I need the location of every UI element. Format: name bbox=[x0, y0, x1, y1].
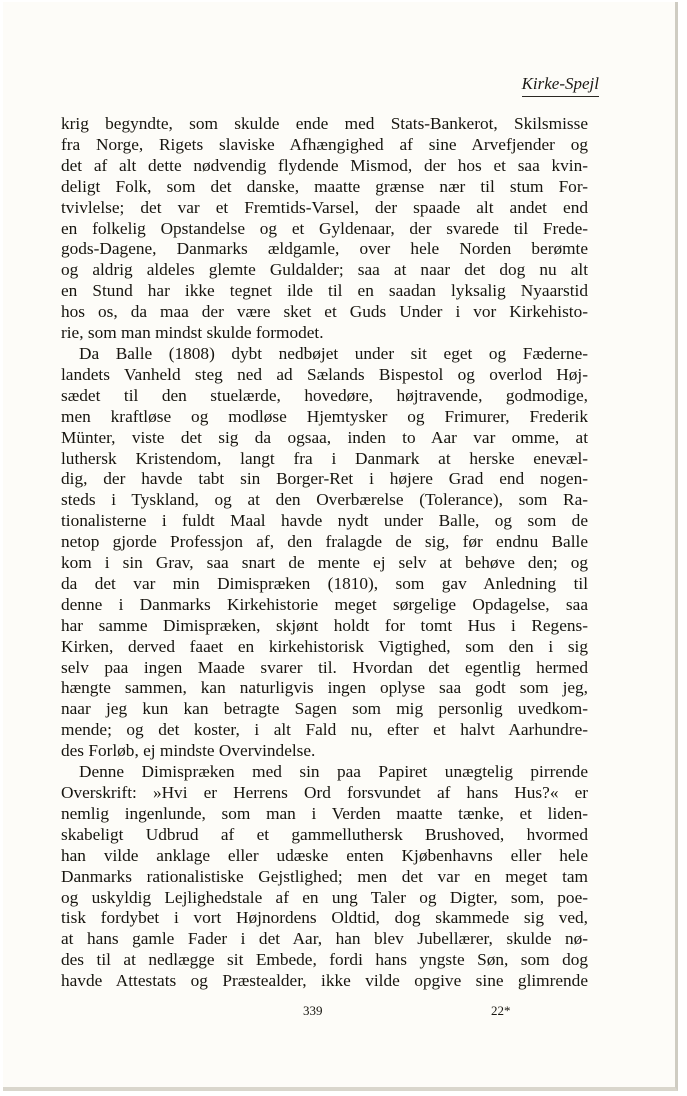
text-line: steds i Tyskland, og at den Overbærelse (Tolerance), som Ra- bbox=[61, 490, 588, 510]
text-line: selv paa ingen Maade svarer til. Hvordan det egentlig hermed bbox=[61, 657, 588, 677]
text-line: og uskyldig Lejlighedstale af en ung Taler og Digter, som, poe- bbox=[61, 887, 588, 907]
text-line: han vilde anklage eller udæske enten Kjøbenhavns eller hele bbox=[61, 845, 588, 865]
text-line: Kirken, derved faaet en kirkehistorisk Vigtighed, som den i sig bbox=[61, 636, 588, 656]
signature-mark: 22* bbox=[491, 1003, 511, 1018]
text-line: at hans gamle Fader i det Aar, han blev Jubellærer, skulde nø- bbox=[61, 929, 588, 949]
text-line: Da Balle (1808) dybt nedbøjet under sit eget og Fæderne- bbox=[79, 343, 588, 363]
text-line: denne i Danmarks Kirkehistorie meget sørgelige Opdagelse, saa bbox=[61, 594, 588, 614]
text-line: det af alt dette nødvendig flydende Mismod, der hos et saa kvin- bbox=[61, 155, 588, 175]
text-line: deligt Folk, som det danske, maatte grænse nær til stum For- bbox=[61, 176, 588, 196]
text-line: Denne Dimispræken med sin paa Papiret unægtelig pirrende bbox=[79, 762, 588, 782]
running-head: Kirke-Spejl bbox=[522, 74, 599, 97]
text-line: dig, der havde tabt sin Borger-Ret i højere Grad end nogen- bbox=[61, 469, 588, 489]
text-line: men kraftløse og modløse Hjemtysker og Frimurer, Frederik bbox=[61, 406, 588, 426]
text-line: des til at nedlægge sit Embede, fordi hans yngste Søn, som dog bbox=[61, 950, 588, 970]
text-line: hos os, da maa der være sket et Guds Under i vor Kirkehisto- bbox=[61, 302, 588, 322]
text-line: des Forløb, ej mindste Overvindelse. bbox=[61, 741, 316, 761]
text-line: en Stund har ikke tegnet ilde til en saadan lyksalig Nyaarstid bbox=[61, 281, 588, 301]
page-number: 339 bbox=[303, 1003, 323, 1018]
text-line: sædet til den stuelærde, hovedøre, højtravende, godmodige, bbox=[61, 385, 588, 405]
text-line: skabeligt Udbrud af et gammelluthersk Brushoved, hvormed bbox=[61, 824, 588, 844]
text-line: Overskrift: »Hvi er Herrens Ord forsvundet af hans Hus?« er bbox=[61, 783, 588, 802]
text-line: da det var min Dimispræken (1810), som gav Anledning til bbox=[61, 573, 588, 593]
text-line: luthersk Kristendom, langt fra i Danmark at herske enevæl- bbox=[61, 448, 588, 468]
text-line: har samme Dimispræken, skjønt holdt for tomt Hus i Regens- bbox=[61, 615, 588, 635]
text-line: nemlig ingenlunde, som man i Verden maatte tænke, et liden- bbox=[61, 803, 588, 823]
text-line: og aldrig aldeles glemte Guldalder; saa at naar det dog nu alt bbox=[61, 260, 588, 280]
text-line: landets Vanheld steg ned ad Sælands Bispestol og overlod Høj- bbox=[61, 364, 588, 384]
text-line: tisk fordybet i vort Højnordens Oldtid, dog skammede sig ved, bbox=[61, 908, 588, 928]
text-line: Münter, viste det sig da ogsaa, inden to Aar var omme, at bbox=[61, 427, 588, 447]
text-line: tionalisterne i fuldt Maal havde nydt under Balle, og som de bbox=[61, 511, 588, 531]
text-line: en folkelig Opstandelse og et Gyldenaar, der svarede til Frede- bbox=[61, 218, 588, 238]
text-line: havde Attestats og Præstealder, ikke vilde opgive sine glimrende bbox=[61, 971, 588, 991]
text-line: kom i sin Grav, saa snart de mente ej selv at behøve den; og bbox=[61, 553, 588, 573]
text-line: krig begyndte, som skulde ende med Stats-Bankerot, Skilsmisse bbox=[61, 114, 588, 133]
text-line: netop gjorde Professjon af, den fralagde de sig, før endnu Balle bbox=[61, 532, 588, 552]
text-line: tvivlelse; det var et Fremtids-Varsel, der spaade alt andet end bbox=[61, 197, 588, 217]
text-line: gods-Dagene, Danmarks ældgamle, over hele Norden berømte bbox=[61, 239, 588, 259]
text-line: naar jeg kun kan betragte Sagen som mig personlig uvedkom- bbox=[61, 699, 588, 719]
text-line: rie, som man mindst skulde formodet. bbox=[61, 323, 324, 343]
text-line: mende; og det koster, i alt Fald nu, efter et halvt Aarhundre- bbox=[61, 720, 588, 740]
body-text bbox=[61, 114, 588, 992]
text-line: hængte sammen, kan naturligvis ingen oplyse saa godt som jeg, bbox=[61, 678, 588, 698]
book-page bbox=[3, 2, 678, 1091]
text-line: fra Norge, Rigets slaviske Afhængighed af sine Arvefjender og bbox=[61, 134, 588, 154]
text-line: Danmarks rationalistiske Gejstlighed; men det var en meget tam bbox=[61, 866, 588, 886]
